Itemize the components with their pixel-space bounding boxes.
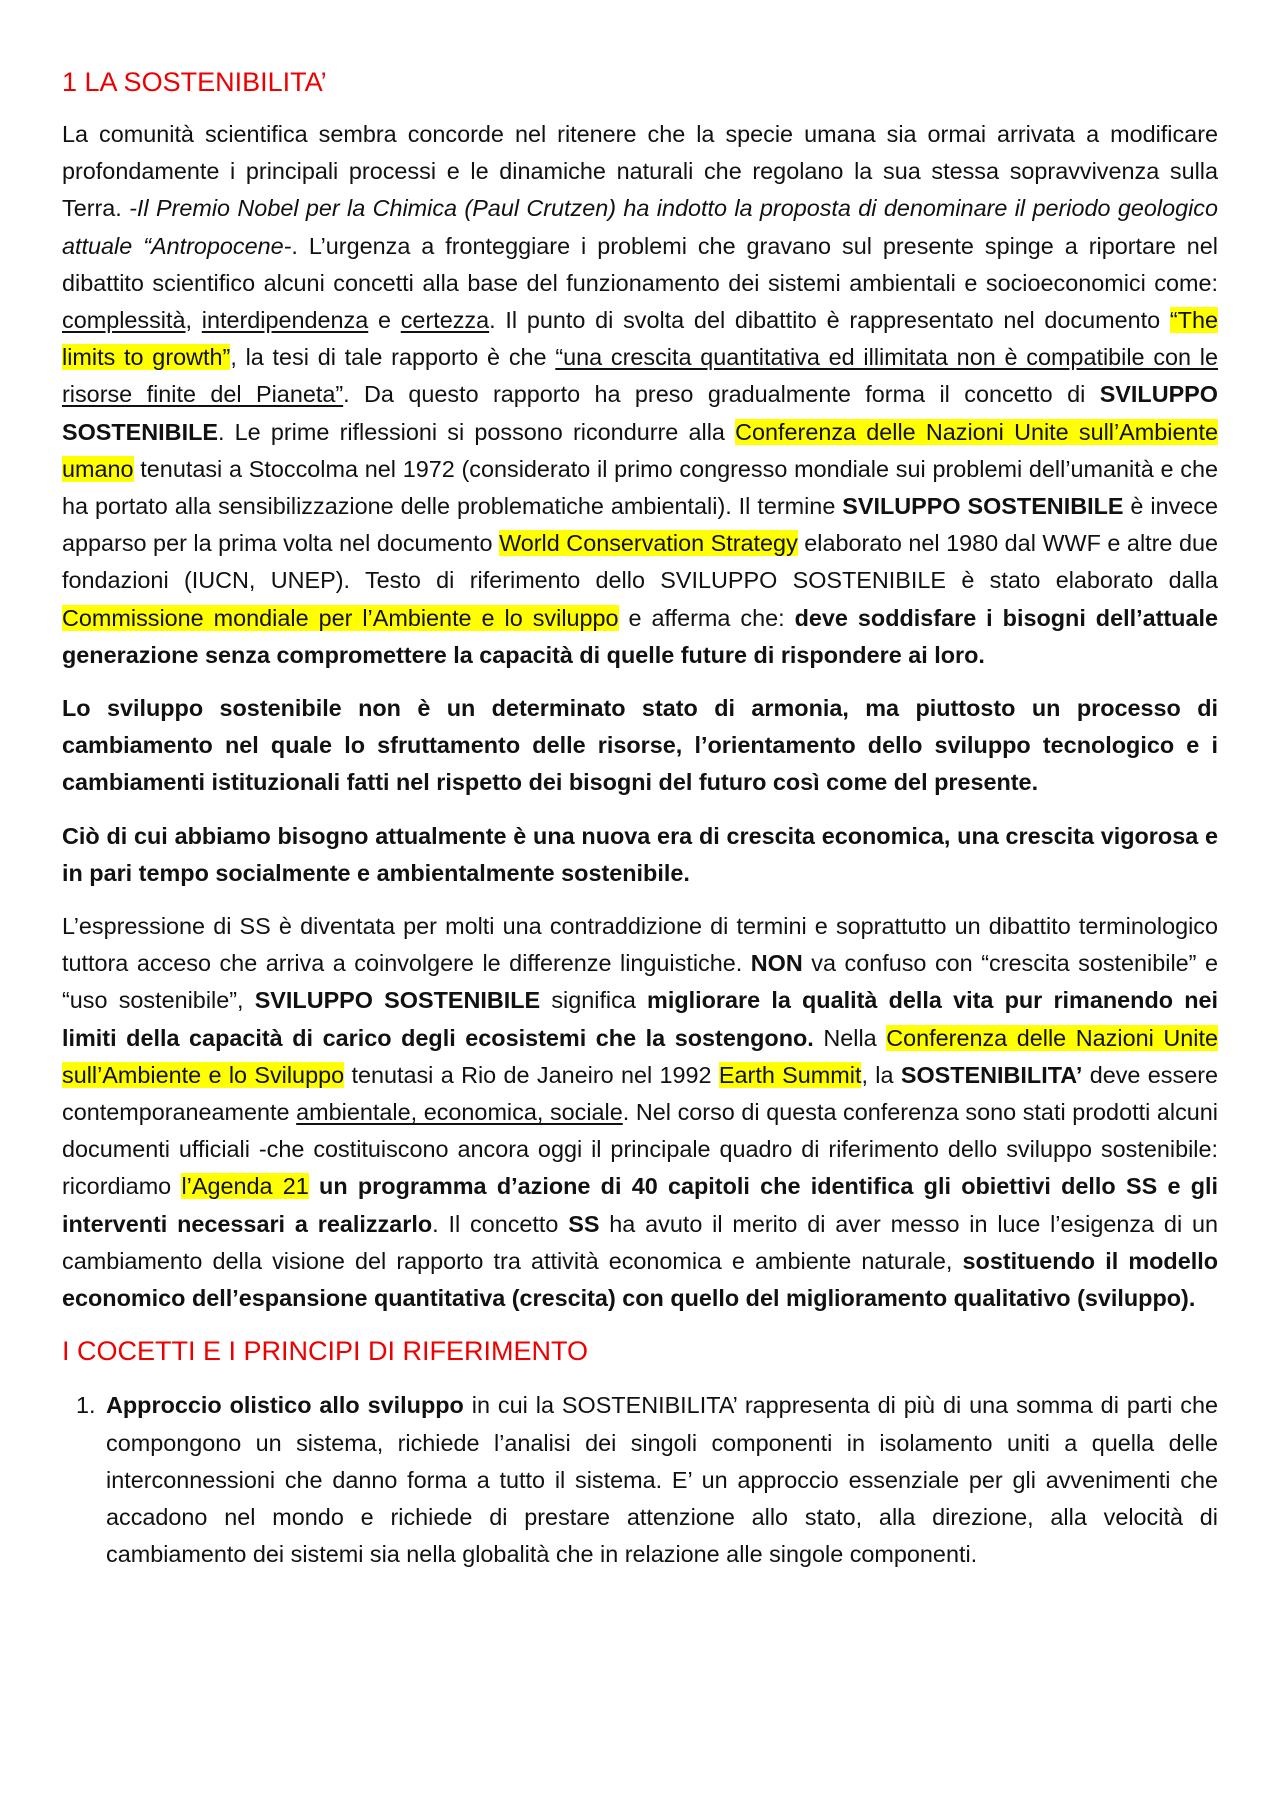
- highlight-commissione-mondiale: Commissione mondiale per l’Ambiente e lo sviluppo: [62, 604, 619, 631]
- section-title-principles: I COCETTI E I PRINCIPI DI RIFERIMENTO: [62, 1336, 589, 1367]
- highlight-limits-to-growth: “The limits to growth”: [62, 307, 1218, 371]
- intro-paragraph: La comunità scientifica sembra concorde nel ritenere che la specie umana sia ormai arrivata a modificare profondamente i principali processi e le dinamiche naturali che regolano la sua stessa sopravvivenza sulla Terra. -Il Premio Nobel per la Chimica (Paul Crutzen) ha indotto la proposta di denominare il periodo geologico attuale “Antropocene-. L’urgenza a fronteggiare i problemi che gravano sul presente spinge a riportare nel dibattito scientifico alcuni concetti alla base del funzionamento dei sistemi ambientali e socioeconomici come: complessità, interdipendenza e certezza. Il punto di svolta del dibattito è rappresentato nel documento “The limits to growth”, la tesi di tale rapporto è che “una crescita quantitativa ed illimitata non è compatibile con le risorse finite del Pianeta”. Da questo rapporto ha preso gradualmente forma il concetto di SVILUPPO SOSTENIBILE. Le prime riflessioni si possono ricondurre alla Conferenza delle Nazioni Unite sull’Ambiente umano tenutasi a Stoccolma nel 1972 (considerato il primo congresso mondiale sui problemi dell’umanità e che ha portato alla sensibilizzazione delle problematiche ambientali). Il termine SVILUPPO SOSTENIBILE è invece apparso per la prima volta nel documento World Conservation Strategy elaborato nel 1980 dal WWF e altre due fondazioni (IUCN, UNEP). Testo di riferimento dello SVILUPPO SOSTENIBILE è stato elaborato dalla Commissione mondiale per l’Ambiente e lo sviluppo e afferma che: deve soddisfare i bisogni dell’attuale generazione senza compromettere la capacità di quelle future di rispondere ai loro.: [62, 121, 1219, 668]
- principles-list: [62, 1387, 1218, 1573]
- section-title: 1 LA SOSTENIBILITA’: [62, 67, 327, 97]
- growth-paragraph: Ciò di cui abbiamo bisogno attualmente è una nuova era di crescita economica, una crescita vigorosa e in pari tempo socialmente e ambientalmente sostenibile.: [62, 822, 1218, 886]
- list-item: 1. Approccio olistico allo sviluppo in cui la SOSTENIBILITA’ rappresenta di più di una somma di parti che compongono un sistema, richiede l’analisi dei singoli componenti in isolamento uniti a quella delle interconnessioni che danno forma a tutto il sistema. E’ un approccio essenziale per gli avvenimenti che accadono nel mondo e richiede di prestare attenzione allo stato, alla direzione, alla velocità di cambiamento dei sistemi sia nella globalità che in relazione alle singole componenti.: [102, 1387, 1218, 1573]
- definition-paragraph: Lo sviluppo sostenibile non è un determinato stato di armonia, ma piuttosto un processo di cambiamento nel quale lo sfruttamento delle risorse, l’orientamento dello sviluppo tecnologico e i cambiamenti istituzionali fatti nel rispetto dei bisogni del futuro così come del presente.: [62, 695, 1218, 796]
- ss-paragraph: L’espressione di SS è diventata per molti una contraddizione di termini e soprattutto un dibattito terminologico tuttora acceso che arriva a coinvolgere le differenze linguistiche. NON va confuso con “crescita sostenibile” e “uso sostenibile”, SVILUPPO SOSTENIBILE significa migliorare la qualità della vita pur rimanendo nei limiti della capacità di carico degli ecosistemi che la sostengono. Nella Conferenza delle Nazioni Unite sull’Ambiente e lo Sviluppo tenutasi a Rio de Janeiro nel 1992 Earth Summit, la SOSTENIBILITA’ deve essere contemporaneamente ambientale, economica, sociale. Nel corso di questa conferenza sono stati prodotti alcuni documenti ufficiali -che costituiscono ancora oggi il principale quadro di riferimento dello sviluppo sostenibile: ricordiamo l’Agenda 21 un programma d’azione di 40 capitoli che identifica gli obiettivi dello SS e gli interventi necessari a realizzarlo. Il concetto SS ha avuto il merito di aver messo in luce l’esigenza di un cambiamento della visione del rapporto tra attività economica e ambiente naturale, sostituendo il modello economico dell’espansione quantitativa (crescita) con quello del miglioramento qualitativo (sviluppo).: [62, 913, 1219, 1312]
- highlight-conferenza-rio: Conferenza delle Nazioni Unite sull’Ambiente e lo Sviluppo: [62, 1024, 1218, 1088]
- highlight-world-conservation-strategy: World Conservation Strategy: [499, 530, 798, 557]
- highlight-earth-summit: Earth Summit: [718, 1061, 862, 1088]
- highlight-conferenza-stoccolma: Conferenza delle Nazioni Unite sull’Ambiente umano: [62, 418, 1218, 482]
- highlight-agenda-21: l’Agenda 21: [181, 1173, 309, 1200]
